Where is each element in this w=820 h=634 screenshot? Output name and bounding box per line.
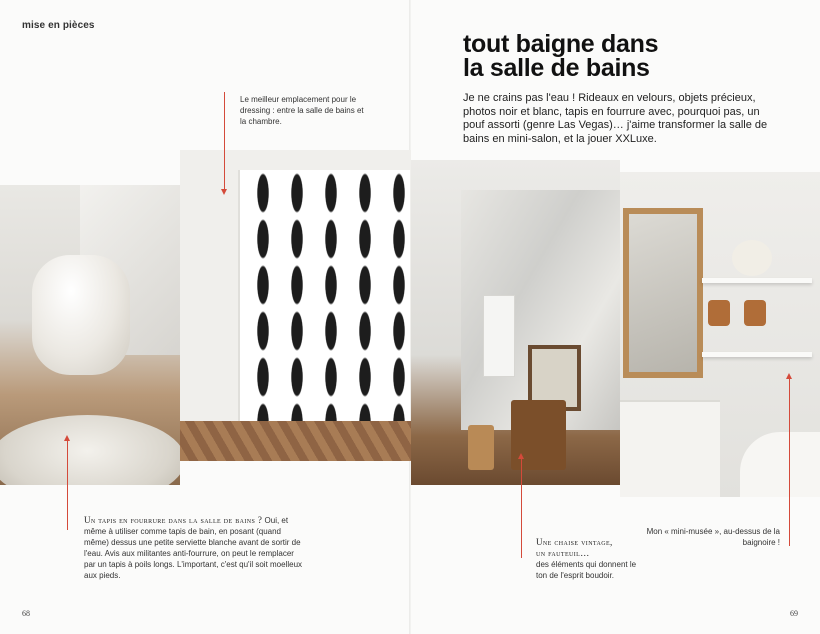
lattice-column	[284, 170, 310, 440]
caption-pointer-line	[789, 378, 790, 546]
photo-fur-pouf	[0, 185, 180, 485]
lattice-column	[318, 170, 344, 440]
lattice-column	[352, 170, 378, 440]
photo-basket	[468, 425, 494, 470]
photo-mini-musee	[620, 172, 820, 497]
photo-bathtub	[740, 432, 820, 497]
photo-stool	[744, 300, 766, 326]
caption-mini-musee: Mon « mini-musée », au-dessus de la baignoire !	[646, 527, 780, 547]
photo-parquet-floor	[180, 421, 411, 461]
photo-shelf	[702, 278, 812, 283]
caption-chair-heading-1: Une chaise vintage,	[536, 537, 613, 547]
lattice-column	[250, 170, 276, 440]
page-number-right: 69	[790, 609, 798, 618]
photo-dressing-doors	[180, 150, 411, 461]
caption-chair-body: des éléments qui donnent le ton de l'esprit boudoir.	[536, 560, 637, 580]
intro-paragraph: Je ne crains pas l'eau ! Rideaux en velours, objets précieux, photos noir et blanc, tapis en fourrure avec, pourquoi pas, un pouf assorti (genre Las Vegas)… j'aime transformer la salle de bains en mini-salon, et la jouer XXLuxe.	[463, 92, 768, 145]
caption-fur-body: Oui, et même à utiliser comme tapis de bain, en posant (quand même) dessus une petite serviette blanche avant de sortir de l'eau. Avis aux militantes anti-fourrure, on peut le remplacer par un tapis à poils longs. L'important, c'est qu'il soit moelleux aux pieds.	[84, 516, 303, 580]
caption-fur-heading: Un tapis en fourrure dans la salle de bains ?	[84, 515, 263, 525]
lattice-column	[386, 170, 411, 440]
photo-vase	[732, 240, 772, 276]
caption-pointer-line	[521, 458, 522, 558]
photo-vintage-chair	[411, 160, 620, 485]
photo-sink	[620, 400, 720, 497]
photo-pouf	[32, 255, 130, 375]
photo-chair	[511, 400, 566, 470]
title-line-1: tout baigne dans	[463, 30, 659, 58]
page-number-left: 68	[22, 609, 30, 618]
photo-shelf	[702, 352, 812, 357]
article-title	[463, 32, 658, 80]
photo-stool	[708, 300, 730, 326]
caption-dressing: Le meilleur emplacement pour le dressing : entre la salle de bains et la chambre.	[240, 95, 364, 126]
photo-mirror	[623, 208, 703, 378]
caption-pointer-line	[224, 92, 225, 190]
photo-towel	[483, 295, 515, 377]
photo-fur-rug	[0, 415, 180, 485]
section-label: mise en pièces	[22, 20, 95, 31]
caption-chair	[536, 537, 646, 581]
caption-fur	[84, 515, 306, 581]
photo-lattice-panel	[240, 170, 410, 440]
caption-chair-heading-2: un fauteuil…	[536, 548, 590, 558]
caption-pointer-line	[67, 440, 68, 530]
title-line-2: la salle de bains	[463, 54, 650, 82]
